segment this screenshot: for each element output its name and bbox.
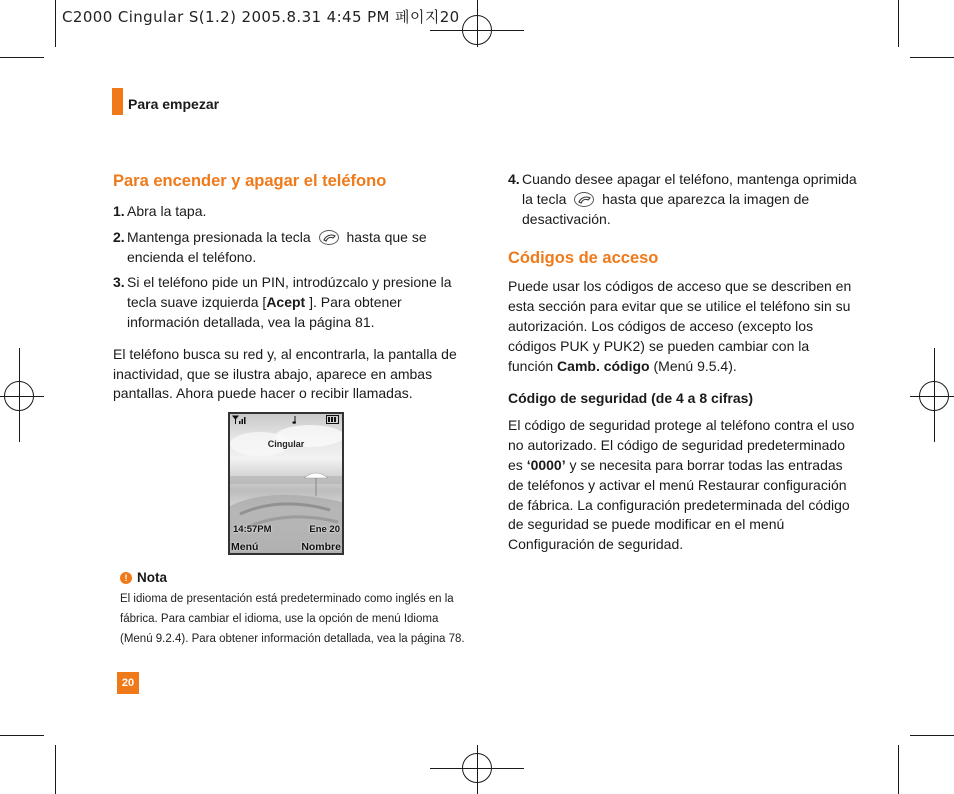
step-number: 3. [113,274,125,291]
music-note-icon [292,415,300,425]
crop-mark-bottom-left-h [0,735,44,736]
crop-mark-top-left-v [55,0,56,47]
subheading-security-code: Código de seguridad (de 4 a 8 cifras) [508,390,754,407]
crop-mark-bottom-right-v [898,745,899,794]
crop-mark-bottom-left-v [55,745,56,794]
step-text [127,273,465,332]
crop-mark-top-left-h [0,57,44,58]
step-2 [113,228,465,268]
phone-idle-screen-image [228,412,344,555]
step-3 [113,273,465,332]
intro-text-after: (Menú 9.5.4). [649,357,737,374]
screen-status-bar [230,414,342,426]
screen-carrier-name: Cingular [267,439,305,449]
registration-mark-bottom-circle [462,753,492,783]
step-text-before: Mantenga presionada la tecla [127,228,311,245]
heading-access-codes: Códigos de acceso [508,249,659,268]
screen-date: Ene 20 [309,524,340,535]
end-call-key-icon [319,230,339,245]
crop-mark-top-right-h [910,57,954,58]
screen-softkey-menu: Menú [231,541,259,553]
right-column [508,170,858,555]
step-text [127,228,465,268]
step-text-after: hasta que se encienda el teléfono. [127,228,427,265]
note-body: El idioma de presentación está predeterminado como inglés en la fábrica. Para cambiar el idioma, use la opción de menú Idioma (Menú 9.2.4). Para obtener información detallada, vea la página 78. [120,593,465,645]
security-code-paragraph [508,416,858,555]
step-1 [113,202,465,222]
note-warning-icon: ! [120,572,132,584]
step-text-after: hasta que aparezca la imagen de desactivación. [522,190,810,227]
end-call-key-icon [574,192,594,207]
step-text-before: Cuando desee apagar el teléfono, mantenga oprimida la tecla [522,171,857,207]
crop-mark-top-right-v [898,0,899,47]
note-title: Nota [137,570,167,585]
screen-clock: 14:57PM [233,524,272,535]
heading-power-on-off: Para encender y apagar el teléfono [113,172,387,190]
network-paragraph: El teléfono busca su red y, al encontrarla, la pantalla de inactividad, que se ilustra abajo, aparece en ambas pantallas. Ahora puede hacer o recibir llamadas. [113,345,457,402]
screen-softkey-contacts: Nombre [301,541,341,553]
default-security-code: ‘0000’ [526,456,566,473]
step-text-after: ]. Para obtener información detallada, vea la página 81. [127,294,402,330]
step-number: 4. [508,171,520,187]
crop-mark-bottom-right-h [910,735,954,736]
battery-icon [326,415,340,424]
registration-mark-top-circle [462,15,492,45]
security-text-after: y se necesita para borrar todas las entradas de teléfonos y activar el menú Restaurar configuración de fábrica. La configuración predeterminada del código de seguridad se puede modificar en el menú Configuración de seguridad. [508,456,850,553]
step-number: 2. [113,228,125,245]
left-column [113,170,465,404]
registration-mark-right-circle [919,381,949,411]
step-text-before: Si el teléfono pide un PIN, introdúzcalo y presione la tecla suave izquierda [ [127,274,452,311]
signal-strength-icon [232,415,246,425]
softkey-name: Acept [266,294,306,311]
section-label: Para empezar [128,96,220,112]
step-text [522,170,858,229]
menu-function-name: Camb. código [557,357,650,374]
page-number: 20 [117,672,139,694]
security-text-before: El código de seguridad protege al teléfono contra el uso no autorizado. El código de seguridad predeterminado es [508,417,855,473]
step-number: 1. [113,203,125,219]
step-4 [508,170,858,229]
access-codes-intro [508,277,858,376]
step-text: Abra la tapa. [127,203,207,219]
registration-mark-left-circle [4,381,34,411]
intro-text-before: Puede usar los códigos de acceso que se describen en esta sección para evitar que se utilice el teléfono sin su autorización. Los códigos de acceso (excepto los códigos PUK y PUK2) se pueden cambiar con la función [508,278,852,374]
print-slug-header: C2000 Cingular S(1.2) 2005.8.31 4:45 PM 페이지20 [62,8,460,26]
section-marker [112,88,123,115]
